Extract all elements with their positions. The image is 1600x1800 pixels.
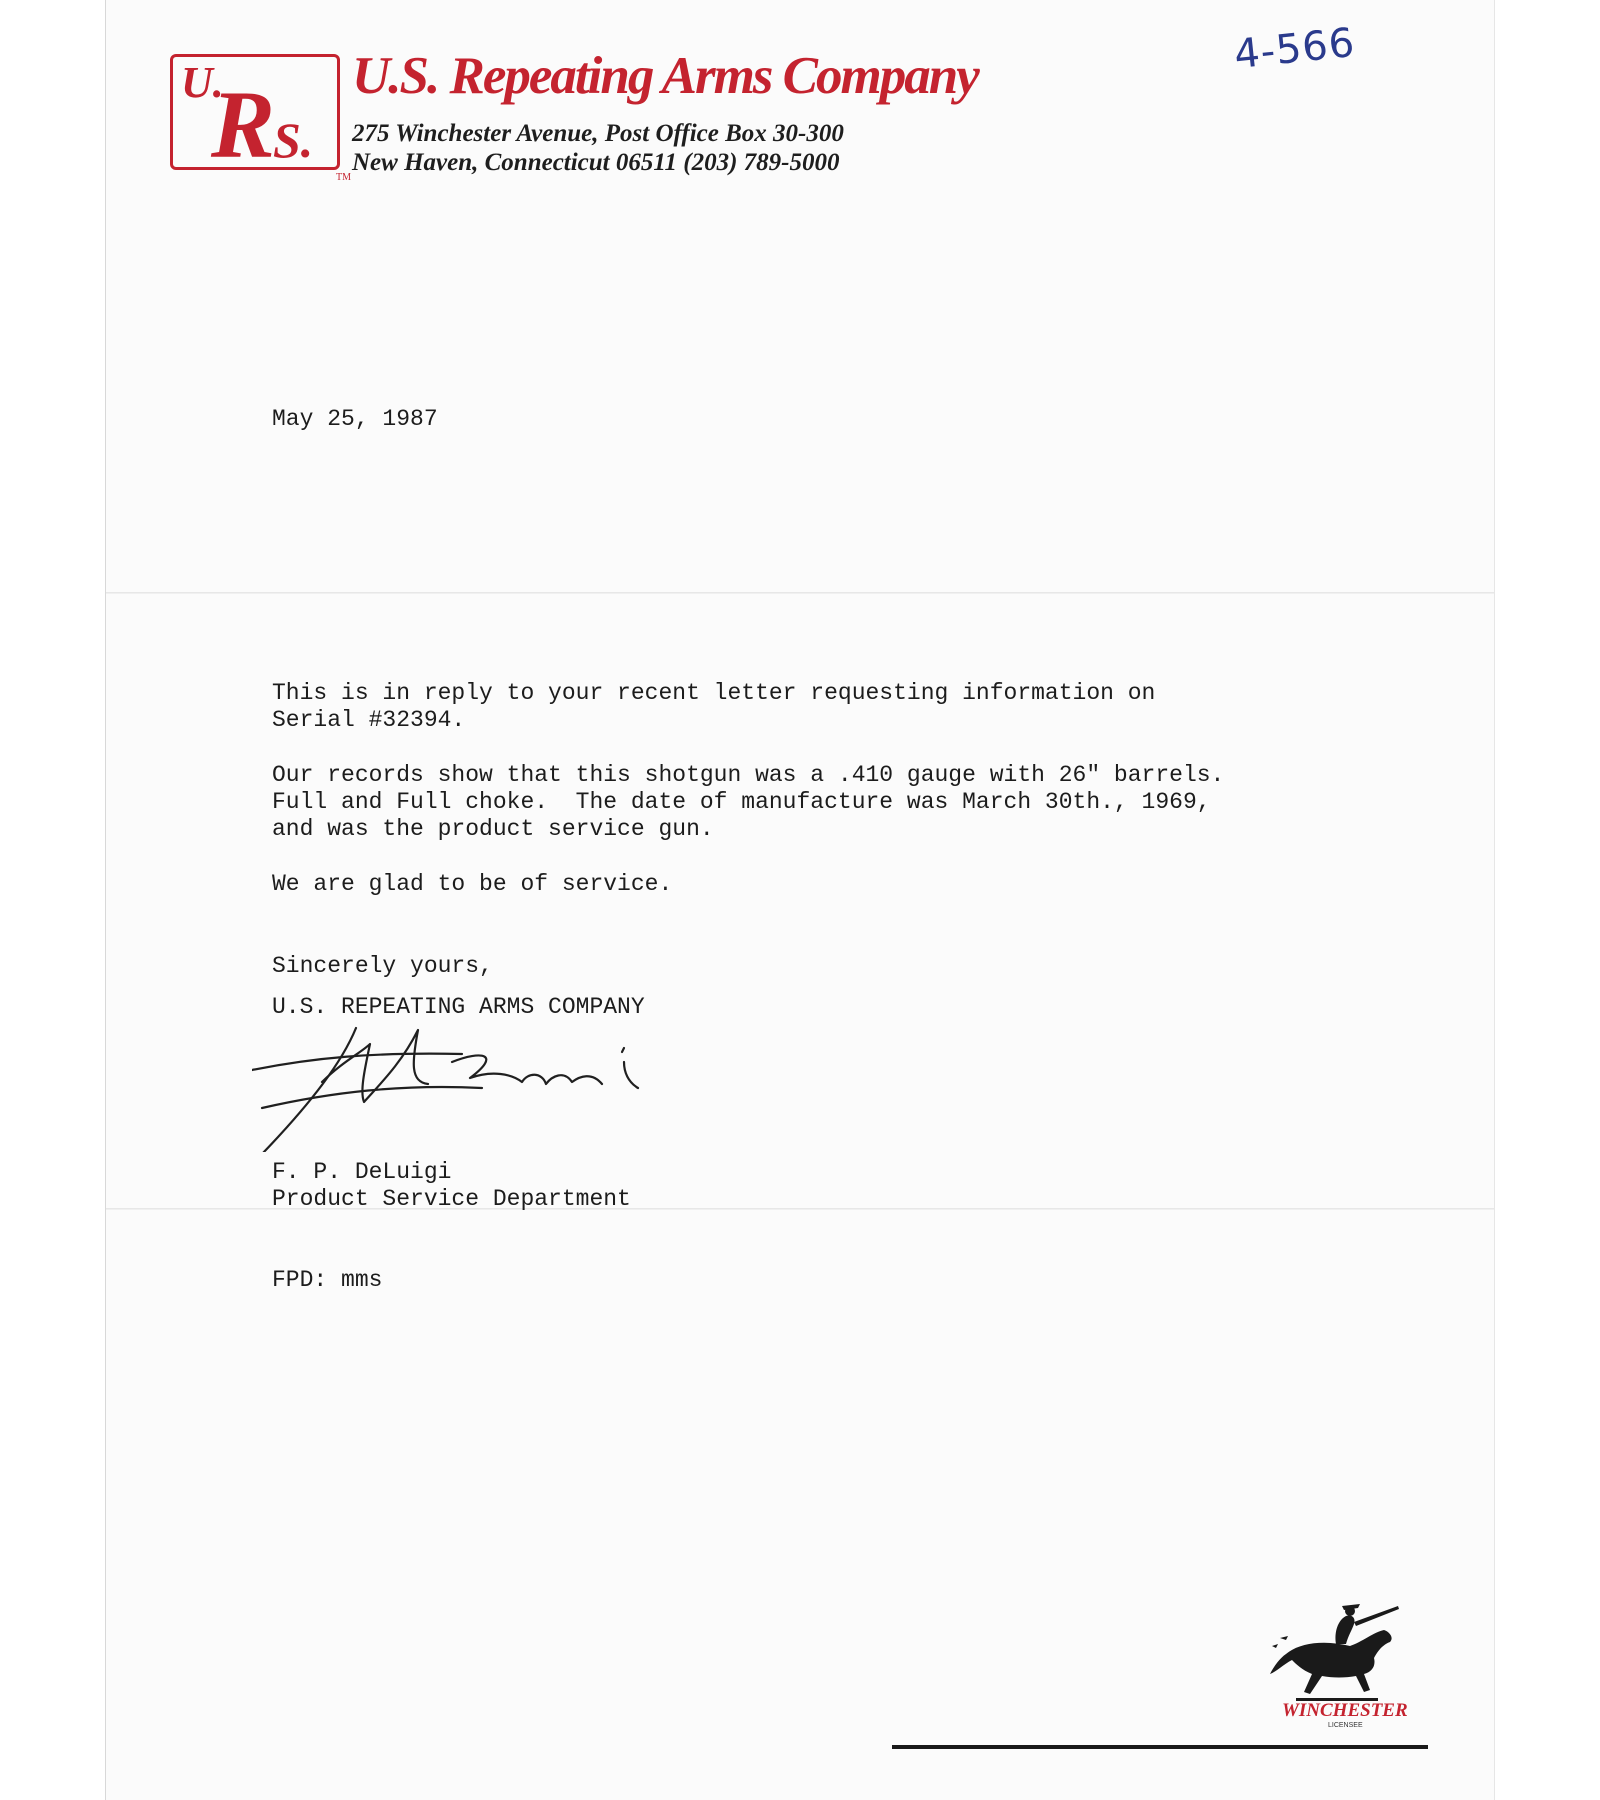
reference-initials: FPD: mms bbox=[272, 1267, 383, 1293]
paragraph-line: We are glad to be of service. bbox=[272, 871, 673, 897]
company-logo bbox=[170, 54, 340, 170]
company-name: U.S. Repeating Arms Company bbox=[352, 47, 978, 105]
paragraph-line: This is in reply to your recent letter requesting information on bbox=[272, 680, 1156, 706]
svg-text:S.: S. bbox=[273, 112, 314, 167]
svg-text:R: R bbox=[211, 71, 276, 167]
letter-page bbox=[106, 0, 1494, 1800]
paragraph-line: Our records show that this shotgun was a .410 gauge with 26" barrels. bbox=[272, 762, 1225, 788]
svg-text:U.: U. bbox=[181, 58, 224, 107]
closing-company: U.S. REPEATING ARMS COMPANY bbox=[272, 994, 645, 1020]
address-line: 275 Winchester Avenue, Post Office Box 30-300 bbox=[352, 120, 844, 147]
urs-logo-icon bbox=[173, 57, 337, 167]
trademark-mark: TM bbox=[336, 172, 351, 183]
letter-date: May 25, 1987 bbox=[272, 406, 438, 432]
footer-rule bbox=[892, 1745, 1428, 1749]
winchester-brand: WINCHESTER bbox=[1282, 1700, 1408, 1721]
handwritten-file-number: 4-566 bbox=[1231, 19, 1358, 79]
signer-name: F. P. DeLuigi bbox=[272, 1159, 452, 1185]
paper-fold bbox=[106, 592, 1494, 594]
horse-and-rider-icon bbox=[1266, 1602, 1406, 1706]
paragraph-line: Serial #32394. bbox=[272, 707, 466, 733]
closing: Sincerely yours, bbox=[272, 953, 493, 979]
address-line: New Haven, Connecticut 06511 (203) 789-5000 bbox=[352, 149, 840, 176]
signer-department: Product Service Department bbox=[272, 1186, 631, 1212]
paragraph-line: and was the product service gun. bbox=[272, 816, 714, 842]
licensee-label: LICENSEE bbox=[1328, 1722, 1363, 1729]
handwritten-signature bbox=[252, 1022, 672, 1152]
paragraph-line: Full and Full choke. The date of manufacture was March 30th., 1969, bbox=[272, 789, 1211, 815]
